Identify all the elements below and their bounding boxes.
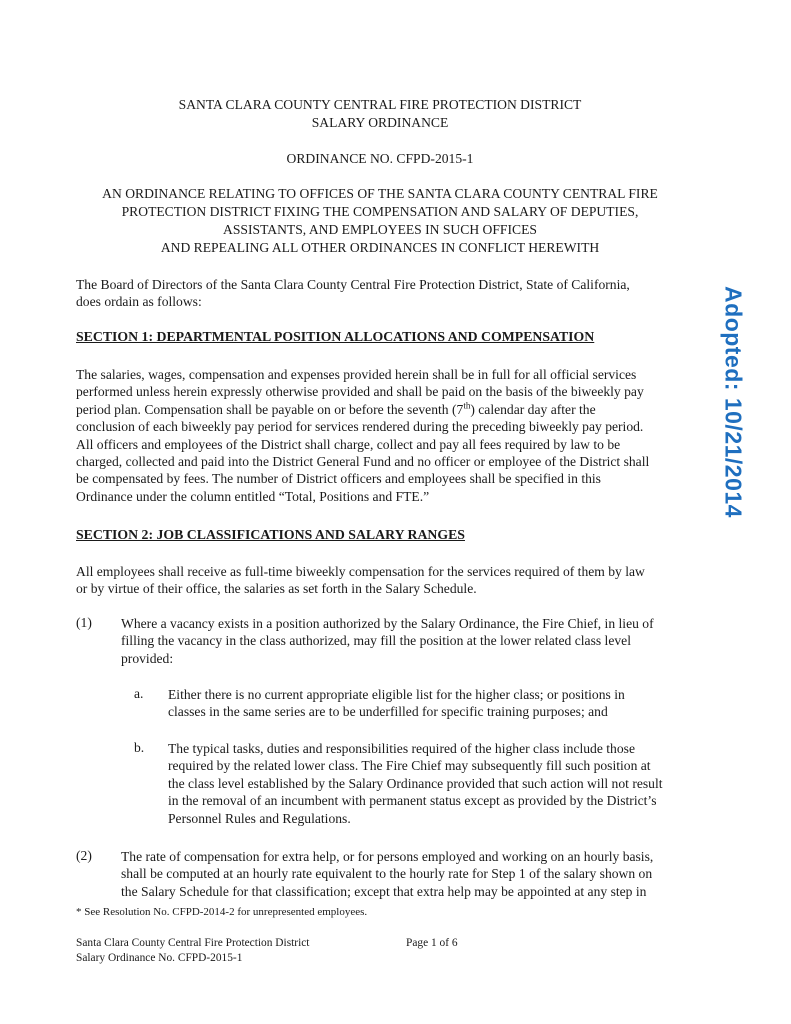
ordinance-title-line: AN ORDINANCE RELATING TO OFFICES OF THE SANTA CLARA COUNTY CENTRAL FIRE [102,186,658,201]
document-subtitle: SALARY ORDINANCE [311,115,449,130]
text-line: provided: [121,650,174,666]
district-title: SANTA CLARA COUNTY CENTRAL FIRE PROTECTION DISTRICT [178,97,582,112]
item-number: a. [134,686,144,701]
intro-paragraph [76,276,716,311]
text-line: The salaries, wages, compensation and expenses provided herein shall be in full for all official services [76,367,637,382]
ordinance-title-line: AND REPEALING ALL OTHER ORDINANCES IN CONFLICT HEREWITH [160,240,600,255]
footer-left [76,936,309,966]
text-line: be compensated by fees. The number of District officers and employees shall be specified in this [76,471,601,487]
item-text [121,848,721,900]
text-line: does ordain as follows: [76,294,202,310]
text-line: Ordinance under the column entitled “Total, Positions and FTE.” [76,488,430,504]
item-text [121,615,721,667]
item-number: (2) [76,848,92,863]
section-1-heading: SECTION 1: DEPARTMENTAL POSITION ALLOCATIONS AND COMPENSATION [76,329,595,344]
page-number: Page 1 of 6 [406,937,458,949]
text-line: performed unless herein expressly otherwise provided and shall be paid on the basis of the biweekly pay [76,384,644,400]
ordinance-title-line: ASSISTANTS, AND EMPLOYEES IN SUCH OFFICES [223,222,537,237]
item-number: (1) [76,615,92,630]
text-line: All employees shall receive as full-time biweekly compensation for the services required of them by law [76,564,645,579]
text-line [76,401,716,418]
text-line: in the removal of an incumbent with permanent status except as provided by the District’s [168,793,657,809]
text-line: The Board of Directors of the Santa Clara County Central Fire Protection District, State of California, [76,277,630,292]
text-line: filling the vacancy in the class authorized, may fill the position at the lower related class level [121,633,631,649]
text-line: shall be computed at an hourly rate equivalent to the hourly rate for Step 1 of the salary shown on [121,866,653,882]
text-fragment: period plan. Compensation shall be payable on or before the seventh (7 [76,401,464,417]
adopted-stamp-text: Adopted: 10/21/2014 [720,286,747,518]
text-line: Personnel Rules and Regulations. [168,810,351,826]
text-line: required by the related lower class. The Fire Chief may subsequently fill such position at [168,758,651,774]
ordinance-number: ORDINANCE NO. CFPD-2015-1 [286,151,474,166]
superscript: th [463,400,471,411]
item-number: b. [134,740,145,755]
item-text [168,686,728,721]
text-line: Either there is no current appropriate eligible list for the higher class; or positions in [168,687,625,702]
section-1-paragraph [76,366,716,505]
section-2-paragraph [76,563,716,598]
ordinance-title-line: PROTECTION DISTRICT FIXING THE COMPENSATION AND SALARY OF DEPUTIES, [121,204,639,219]
text-line: the Salary Schedule for that classification; except that extra help may be appointed at any step in [121,883,647,899]
footer-line: Santa Clara County Central Fire Protection District [76,937,310,949]
item-text [168,740,728,827]
footer-line: Salary Ordinance No. CFPD-2015-1 [76,952,243,964]
text-line: conclusion of each biweekly pay period for services rendered during the preceding biweekly pay period. [76,419,644,435]
text-line: All officers and employees of the District shall charge, collect and pay all fees required by law to be [76,436,621,452]
text-line: The rate of compensation for extra help, or for persons employed and working on an hourly basis, [121,849,654,864]
text-line: classes in the same series are to be underfilled for specific training purposes; and [168,704,608,720]
text-line: The typical tasks, duties and responsibilities required of the higher class include those [168,741,635,756]
footnote: * See Resolution No. CFPD-2014-2 for unrepresented employees. [76,906,368,918]
text-line: or by virtue of their office, the salaries as set forth in the Salary Schedule. [76,581,477,597]
section-2-heading: SECTION 2: JOB CLASSIFICATIONS AND SALARY RANGES [76,527,465,542]
text-fragment: ) calendar day after the [470,401,596,417]
text-line: the class level established by the Salary Ordinance provided that such action will not result [168,775,663,791]
text-line: charged, collected and paid into the District General Fund and no officer or employee of the District shall [76,454,650,470]
text-line: Where a vacancy exists in a position authorized by the Salary Ordinance, the Fire Chief, in lieu of [121,616,654,631]
